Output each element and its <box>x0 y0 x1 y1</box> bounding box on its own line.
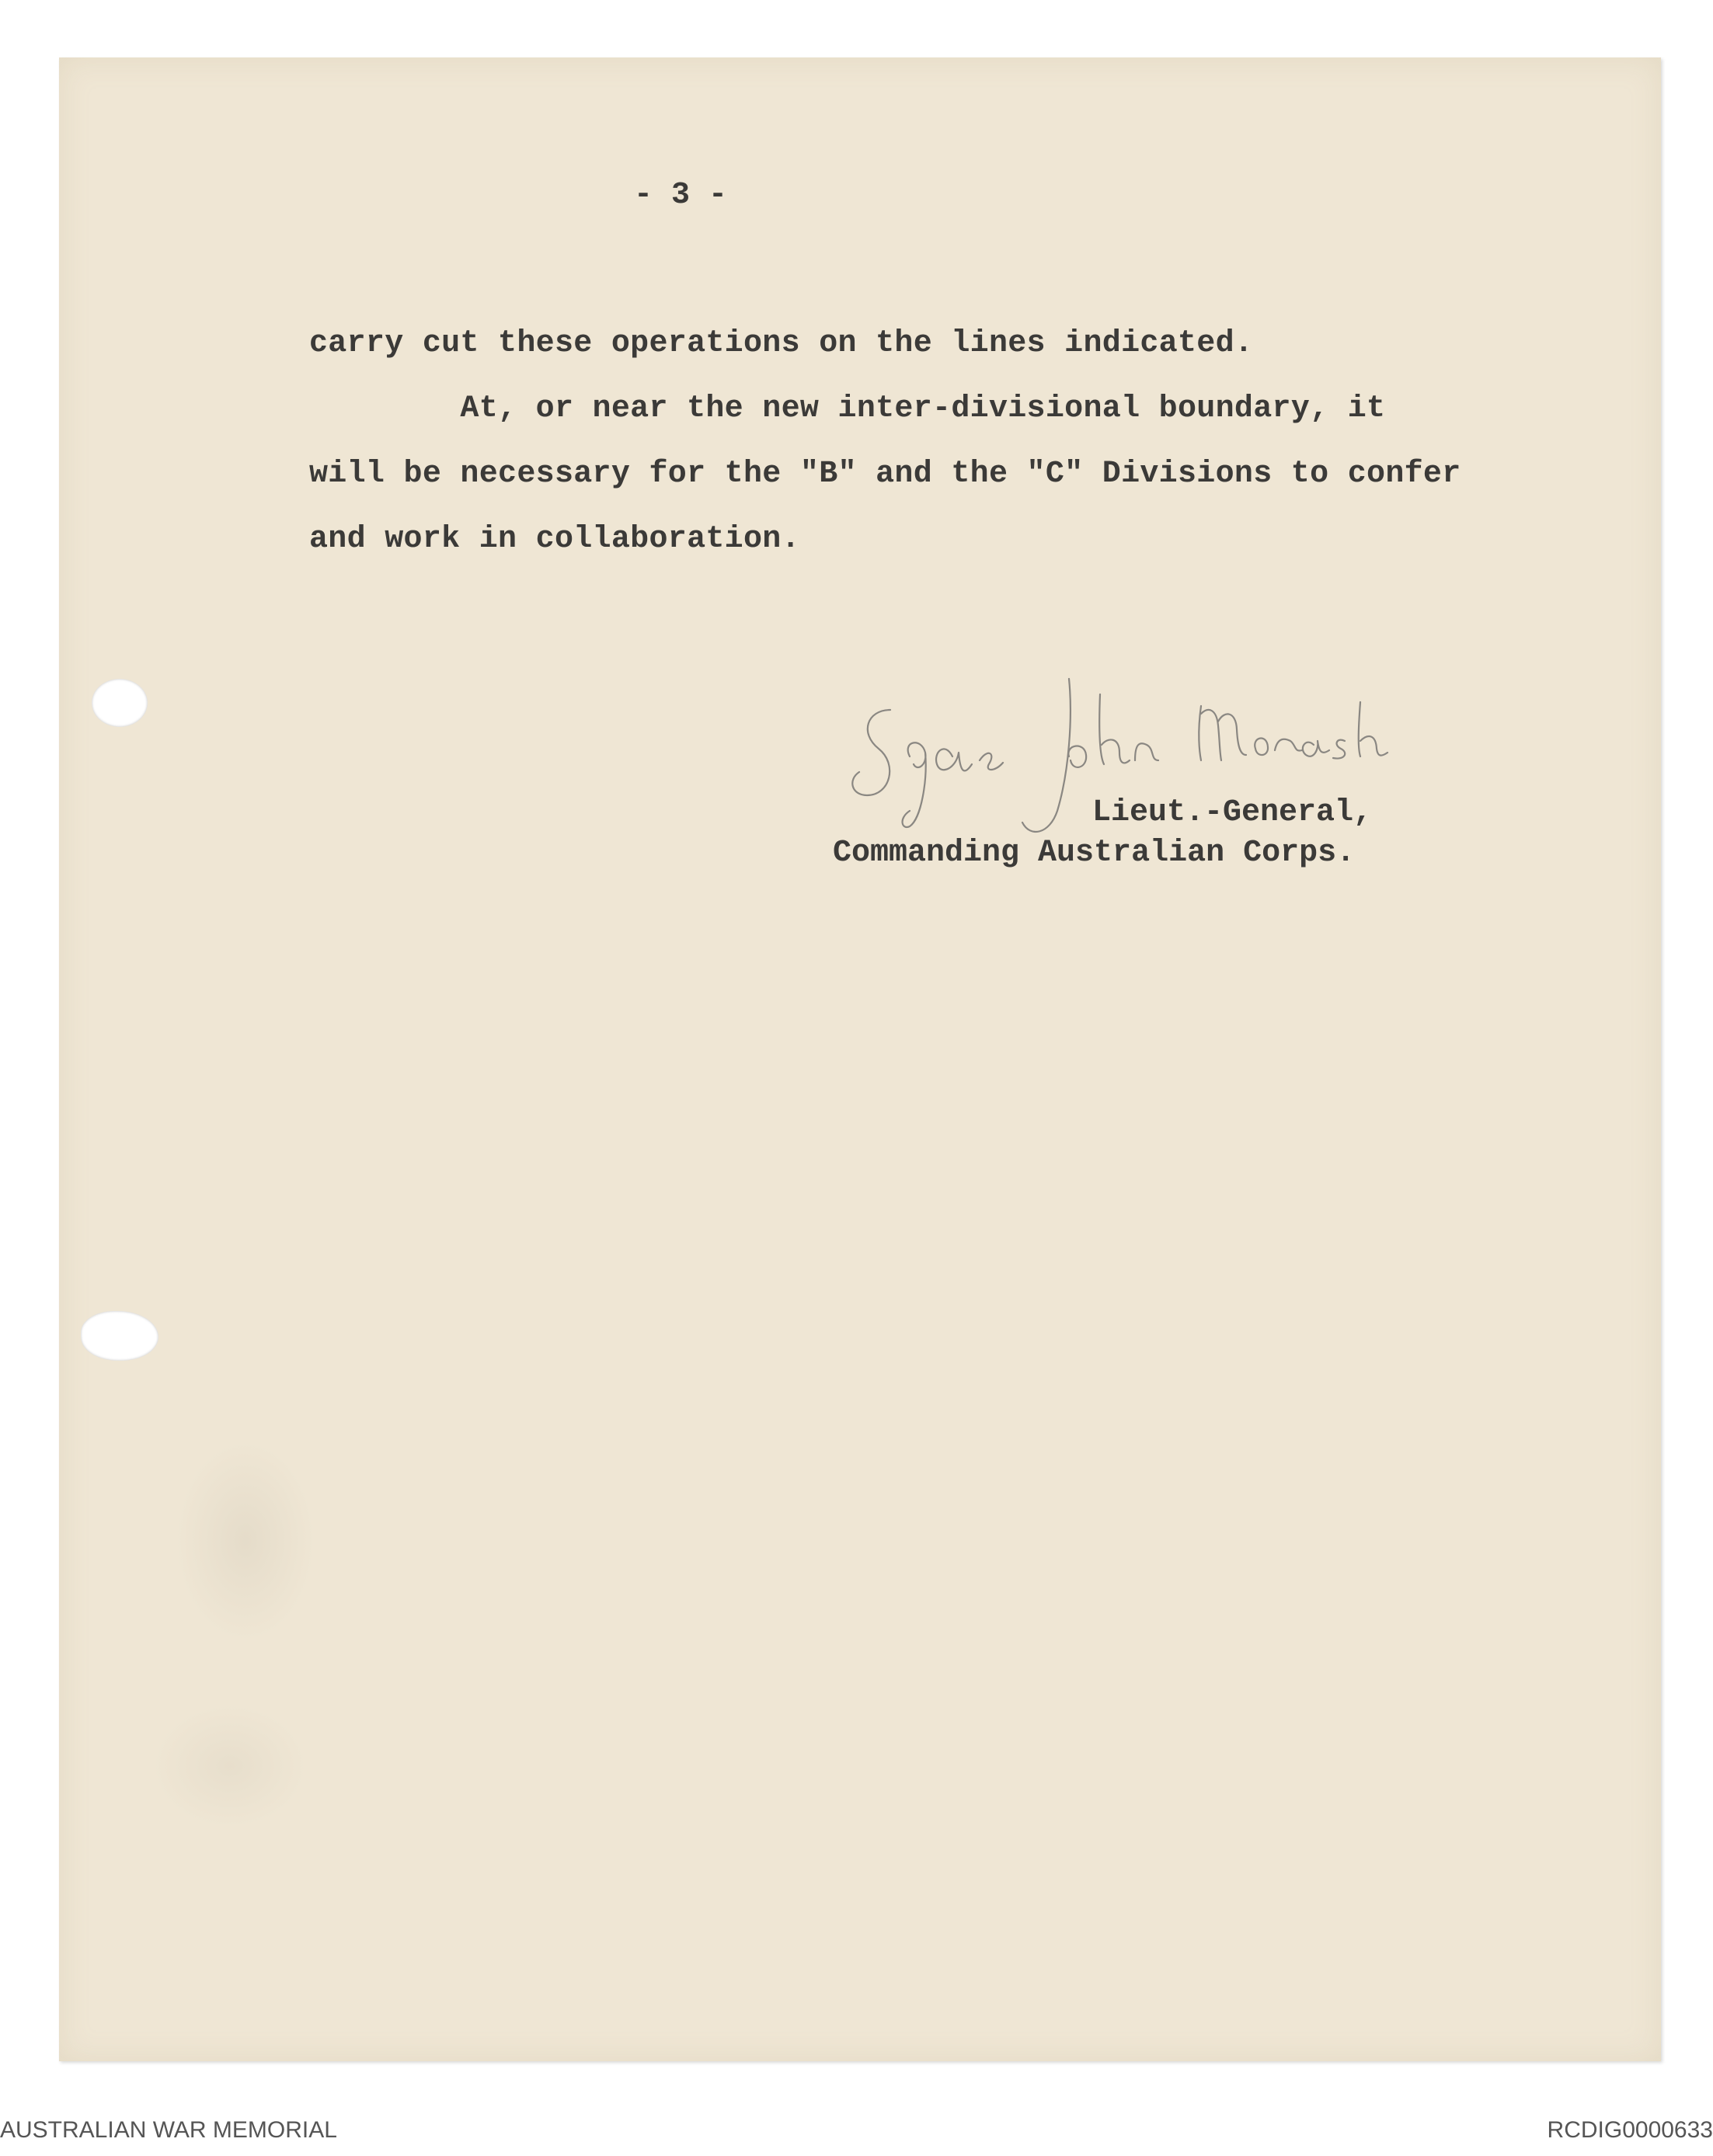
page-number: - 3 - <box>634 178 728 213</box>
punch-hole <box>81 1311 158 1361</box>
archive-reference-id: RCDIG0000633 <box>1547 2117 1713 2143</box>
smudge-mark <box>176 1440 315 1642</box>
body-line: and work in collaboration. <box>309 522 800 557</box>
archive-credit: AUSTRALIAN WAR MEMORIAL <box>0 2117 337 2143</box>
smudge-mark <box>152 1704 308 1828</box>
body-line: will be necessary for the "B" and the "C" Divisions to confer <box>309 457 1461 492</box>
signatory-command: Commanding Australian Corps. <box>833 836 1356 871</box>
punch-hole <box>92 679 148 727</box>
body-line: At, or near the new inter-divisional boundary, it <box>309 391 1386 426</box>
signatory-rank: Lieut.-General, <box>1092 795 1373 830</box>
body-line: carry cut these operations on the lines indicated. <box>309 326 1254 361</box>
document-page <box>59 57 1661 2061</box>
